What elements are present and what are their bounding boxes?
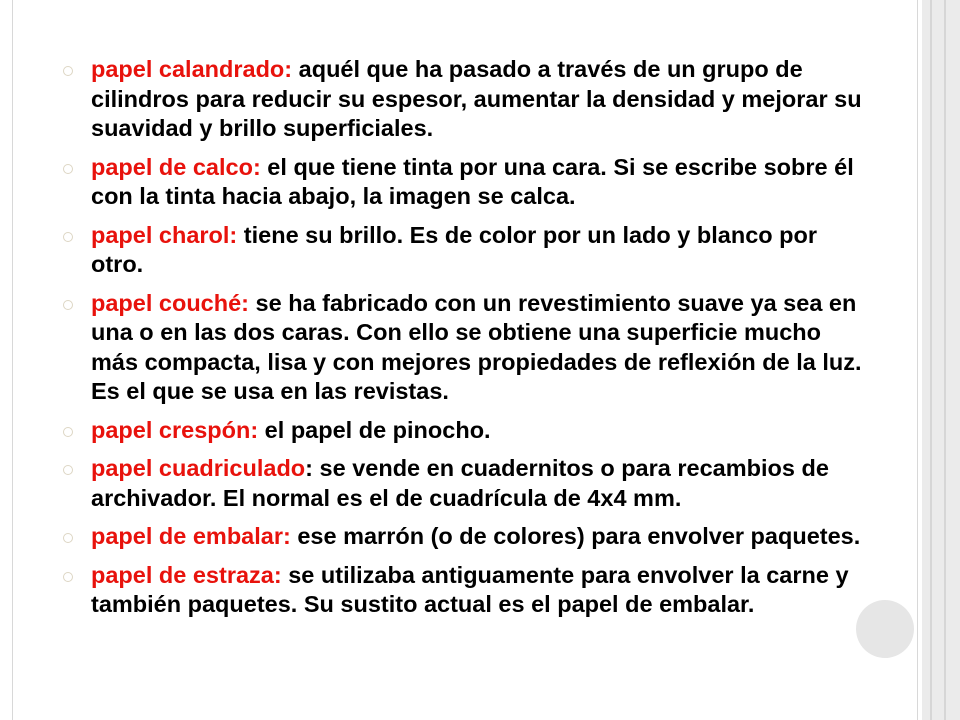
term: papel de estraza:: [91, 561, 282, 588]
ring-bullet-icon: [63, 465, 73, 475]
definition-item-calco: [60, 153, 870, 212]
definition: el que tiene tinta por una cara. Si se escribe sobre él con la tinta hacia abajo, la imagen se calca.: [91, 153, 854, 209]
definition: se utilizaba antiguamente para envolver la carne y también paquetes. Su sustito actual es el papel de embalar.: [91, 561, 849, 617]
definition: aquél que ha pasado a través de un grupo de cilindros para reducir su espesor, aumentar la densidad y mejorar su suavidad y brillo superficiales.: [91, 56, 862, 141]
definition-item-cuadriculado: [60, 454, 870, 513]
circle-icon: [856, 600, 914, 658]
definition-item-charol: [60, 221, 870, 280]
slide-side-rail: [922, 0, 960, 720]
definition: : se vende en cuadernitos o para recambios de archivador. El normal es el de cuadrícula de 4x4 mm.: [91, 455, 829, 511]
rail-divider-line: [944, 0, 946, 720]
term: papel charol:: [91, 221, 238, 248]
ring-bullet-icon: [63, 572, 73, 582]
definition: el papel de pinocho.: [258, 416, 491, 443]
definition: tiene su brillo. Es de color por un lado y blanco por otro.: [91, 221, 818, 277]
ring-bullet-icon: [63, 533, 73, 543]
definition-list: [60, 55, 870, 629]
ring-bullet-icon: [63, 164, 73, 174]
definition: ese marrón (o de colores) para envolver paquetes.: [290, 523, 861, 549]
term: papel crespón:: [91, 416, 259, 443]
definition: se ha fabricado con un revestimiento suave ya sea en una o en las dos caras. Con ello se obtiene una superficie mucho más compacta, lisa y con mejores propiedades de reflexión de la luz. Es el que se usa en las revistas.: [91, 289, 862, 404]
term: papel de calco:: [91, 153, 261, 180]
definition-item-calandrado: [60, 55, 870, 144]
definition-item-couche: [60, 289, 870, 407]
term: papel de embalar:: [91, 523, 291, 549]
term: papel couché:: [91, 289, 250, 316]
ring-bullet-icon: [63, 300, 73, 310]
definition-item-estraza: [60, 561, 870, 620]
definition-item-crespon: [60, 416, 870, 446]
ring-bullet-icon: [63, 427, 73, 437]
term: papel calandrado:: [91, 56, 293, 82]
rail-divider-line: [930, 0, 932, 720]
term: papel cuadriculado: [91, 455, 306, 481]
ring-bullet-icon: [63, 66, 73, 76]
ring-bullet-icon: [63, 232, 73, 242]
definition-item-embalar: [60, 522, 870, 552]
